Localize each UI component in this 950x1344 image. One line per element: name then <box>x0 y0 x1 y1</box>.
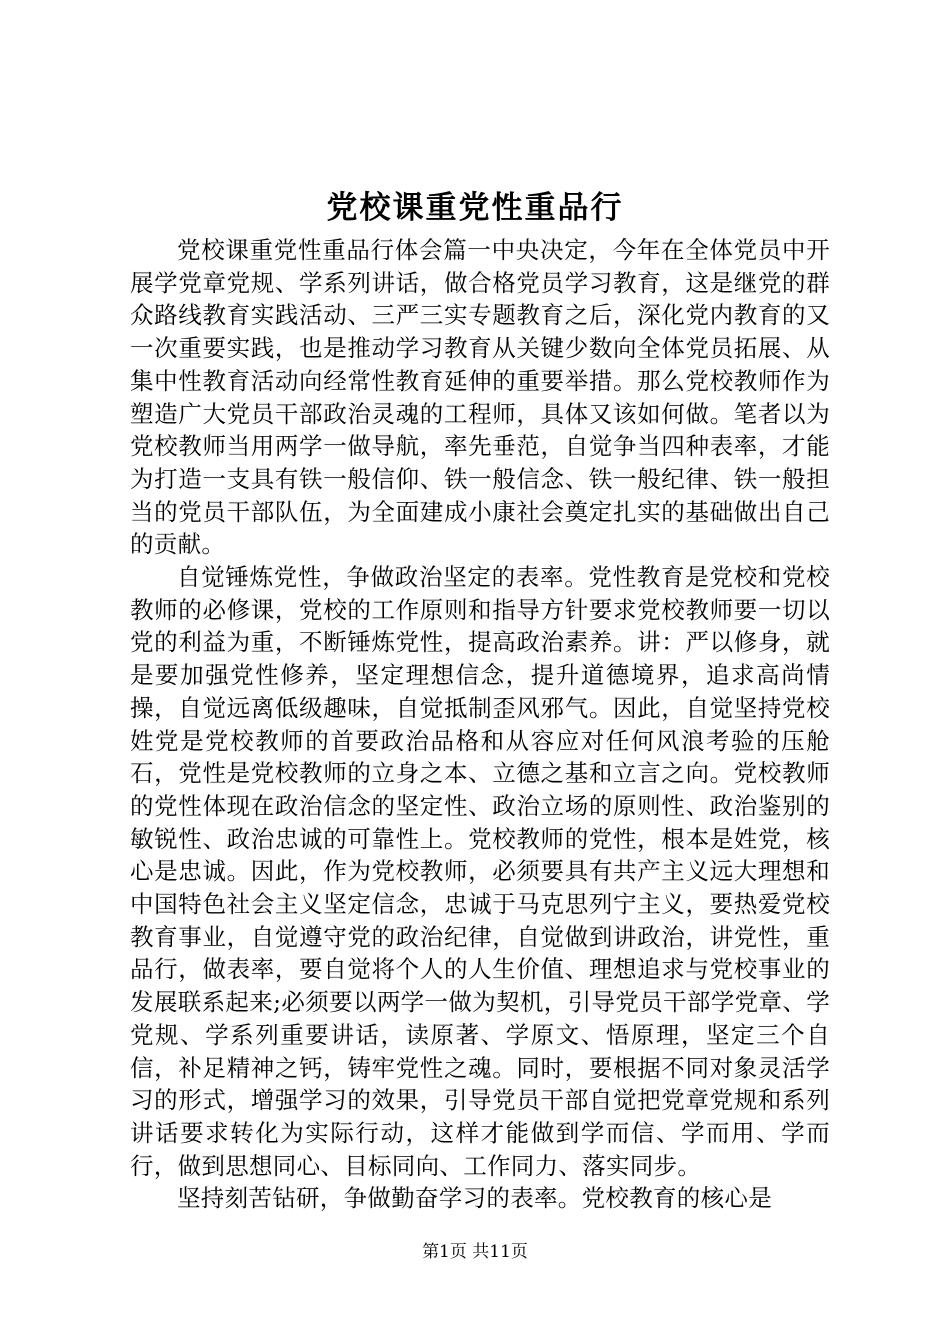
page-title: 党校课重党性重品行 <box>326 190 624 226</box>
paragraph: 党校课重党性重品行体会篇一中央决定，今年在全体党员中开展学党章党规、学系列讲话，做合格党员学习教育，这是继党的群众路线教育实践活动、三严三实专题教育之后，深化党内教育的又一次重要实践，也是推动学习教育从关键少数向全体党员拓展、从集中性教育活动向经常性教育延伸的重要举措。那么党校教师作为塑造广大党员干部政治灵魂的工程师，具体又该如何做。笔者以为党校教师当用两学一做导航，率先垂范，自觉争当四种表率，才能为打造一支具有铁一般信仰、铁一般信念、铁一般纪律、铁一般担当的党员干部队伍，为全面建成小康社会奠定扎实的基础做出自己的贡献。 <box>130 236 830 559</box>
paragraph: 自觉锤炼党性，争做政治坚定的表率。党性教育是党校和党校教师的必修课，党校的工作原则和指导方针要求党校教师要一切以党的利益为重，不断锤炼党性，提高政治素养。讲：严以修身，就是要加强党性修养，坚定理想信念，提升道德境界，追求高尚情操，自觉远离低级趣味，自觉抵制歪风邪气。因此，自觉坚持党校姓党是党校教师的首要政治品格和从容应对任何风浪考验的压舱石，党性是党校教师的立身之本、立德之基和立言之向。党校教师的党性体现在政治信念的坚定性、政治立场的原则性、政治鉴别的敏锐性、政治忠诚的可靠性上。党校教师的党性，根本是姓党，核心是忠诚。因此，作为党校教师，必须要具有共产主义远大理想和中国特色社会主义坚定信念，忠诚于马克思列宁主义，要热爱党校教育事业，自觉遵守党的政治纪律，自觉做到讲政治，讲党性，重品行，做表率，要自觉将个人的人生价值、理想追求与党校事业的发展联系起来;必须要以两学一做为契机，引导党员干部学党章、学党规、学系列重要讲话，读原著、学原文、悟原理，坚定三个自信，补足精神之钙，铸牢党性之魂。同时，要根据不同对象灵活学习的形式，增强学习的效果，引导党员干部自觉把党章党规和系列讲话要求转化为实际行动，这样才能做到学而信、学而用、学而行，做到思想同心、目标同向、工作同力、落实同步。 <box>130 563 830 1180</box>
page-number-footer: 第1页 共11页 <box>422 1242 528 1262</box>
paragraph: 坚持刻苦钻研，争做勤奋学习的表率。党校教育的核心是 <box>177 1184 772 1213</box>
document-body <box>130 234 830 1215</box>
